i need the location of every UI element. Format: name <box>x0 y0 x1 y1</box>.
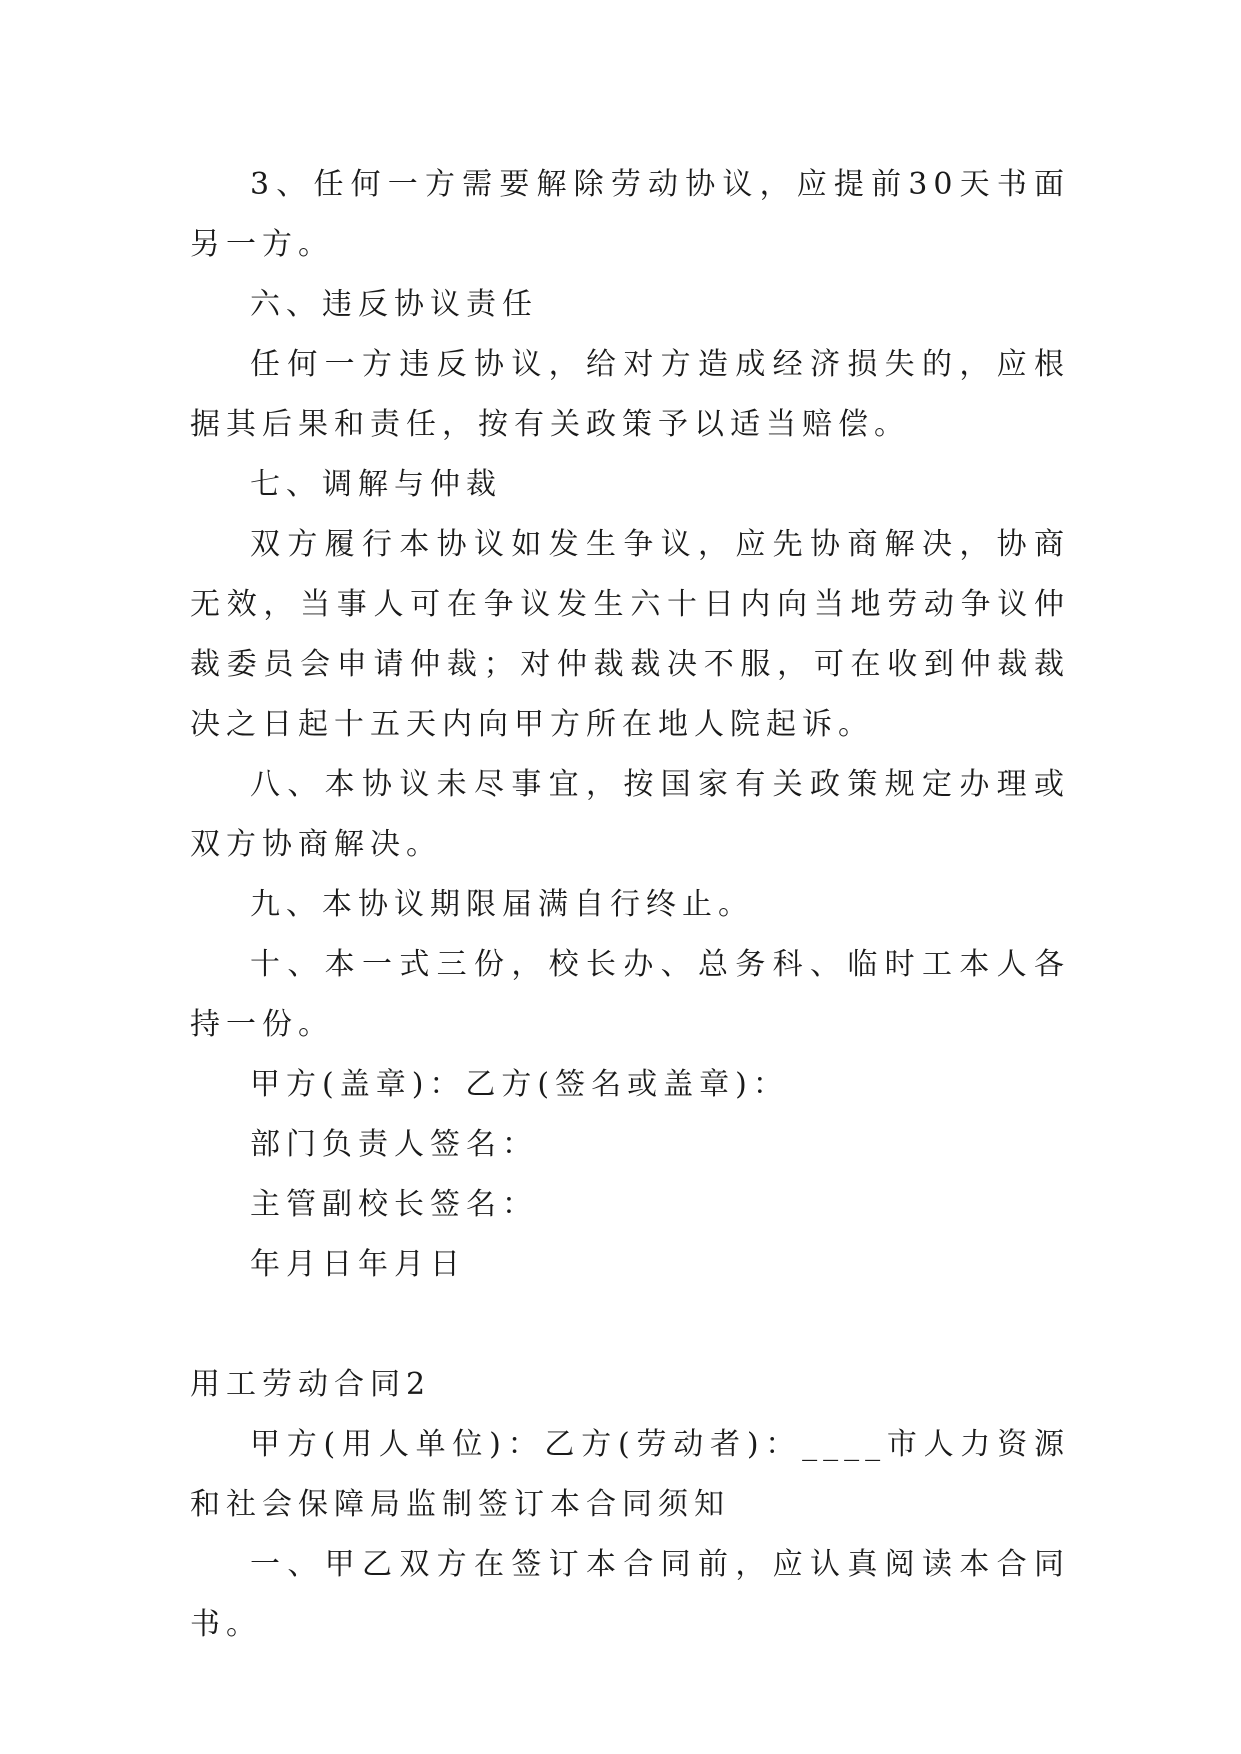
document-body <box>190 155 1070 1655</box>
section-10-paragraph: 十、本一式三份，校长办、总务科、临时工本人各持一份。 <box>190 947 1070 1042</box>
contract-2-notice-1: 一、甲乙双方在签订本合同前，应认真阅读本合同书。 <box>190 1547 1070 1642</box>
signature-date-line: 年月日年月日 <box>250 1247 466 1282</box>
signature-vp-line: 主管副校长签名： <box>250 1187 538 1222</box>
contract-2-title: 用工劳动合同2 <box>190 1367 432 1402</box>
signature-dept-line: 部门负责人签名： <box>250 1127 538 1162</box>
contract-2-parties-paragraph: 甲方(用人单位)：乙方(劳动者)：____市人力资源和社会保障局监制签订本合同须知 <box>190 1427 1070 1522</box>
section-9-paragraph: 九、本协议期限届满自行终止。 <box>250 887 754 922</box>
signature-parties-line: 甲方(盖章)：乙方(签名或盖章)： <box>250 1067 789 1102</box>
clause-5-3-paragraph: 3、任何一方需要解除劳动协议，应提前30天书面另一方。 <box>190 167 1070 262</box>
section-8-paragraph: 八、本协议未尽事宜，按国家有关政策规定办理或双方协商解决。 <box>190 767 1070 862</box>
section-6-body: 任何一方违反协议，给对方造成经济损失的，应根据其后果和责任，按有关政策予以适当赔偿。 <box>190 347 1070 442</box>
section-7-heading: 七、调解与仲裁 <box>250 467 502 502</box>
section-7-body: 双方履行本协议如发生争议，应先协商解决，协商无效，当事人可在争议发生六十日内向当地劳动争议仲裁委员会申请仲裁；对仲裁裁决不服，可在收到仲裁裁决之日起十五天内向甲方所在地人院起诉。 <box>190 527 1070 742</box>
section-6-heading: 六、违反协议责任 <box>250 287 538 322</box>
